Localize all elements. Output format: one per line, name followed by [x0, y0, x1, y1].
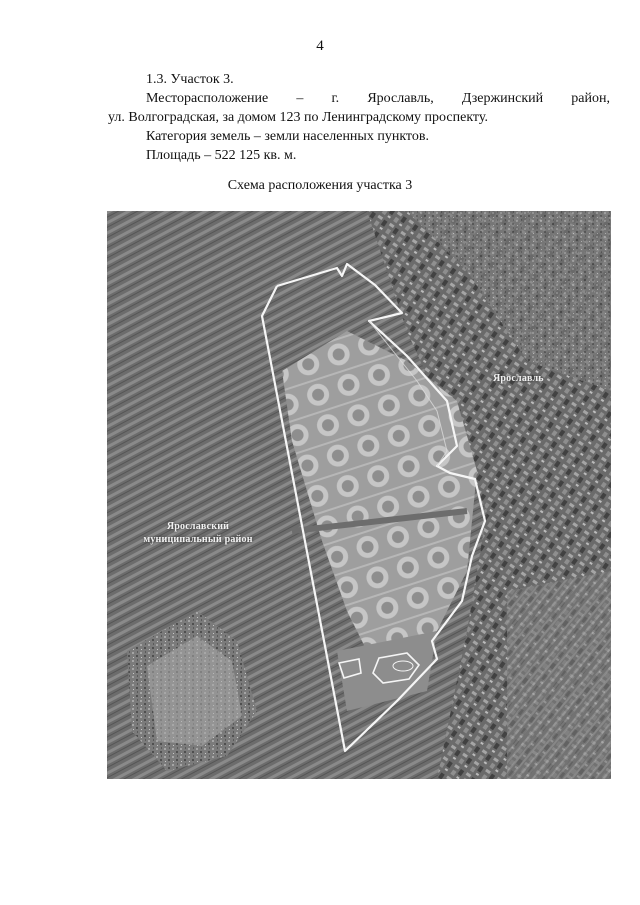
map-label-district-left-line-1: Ярославский [166, 521, 230, 532]
section-heading: 1.3. Участок 3. [146, 72, 234, 87]
area: Площадь – 522 125 кв. м. [146, 148, 297, 163]
text-block [108, 70, 610, 165]
map-label-district-left-line-2: муниципальный район [143, 534, 253, 545]
land-category: Категория земель – земли населенных пунктов. [146, 129, 429, 144]
map-label-district-right: Ярославль [493, 373, 544, 384]
satellite-map-image [107, 211, 611, 779]
satellite-map [107, 211, 611, 779]
page-number: 4 [316, 38, 324, 54]
map-label-district-left [133, 520, 263, 546]
location-line-1: Месторасположение – г. Ярославль, Дзержинский район, [146, 91, 610, 106]
location-line-2: ул. Волгоградская, за домом 123 по Ленинградскому проспекту. [108, 110, 488, 125]
figure-caption: Схема расположения участка 3 [227, 178, 413, 193]
